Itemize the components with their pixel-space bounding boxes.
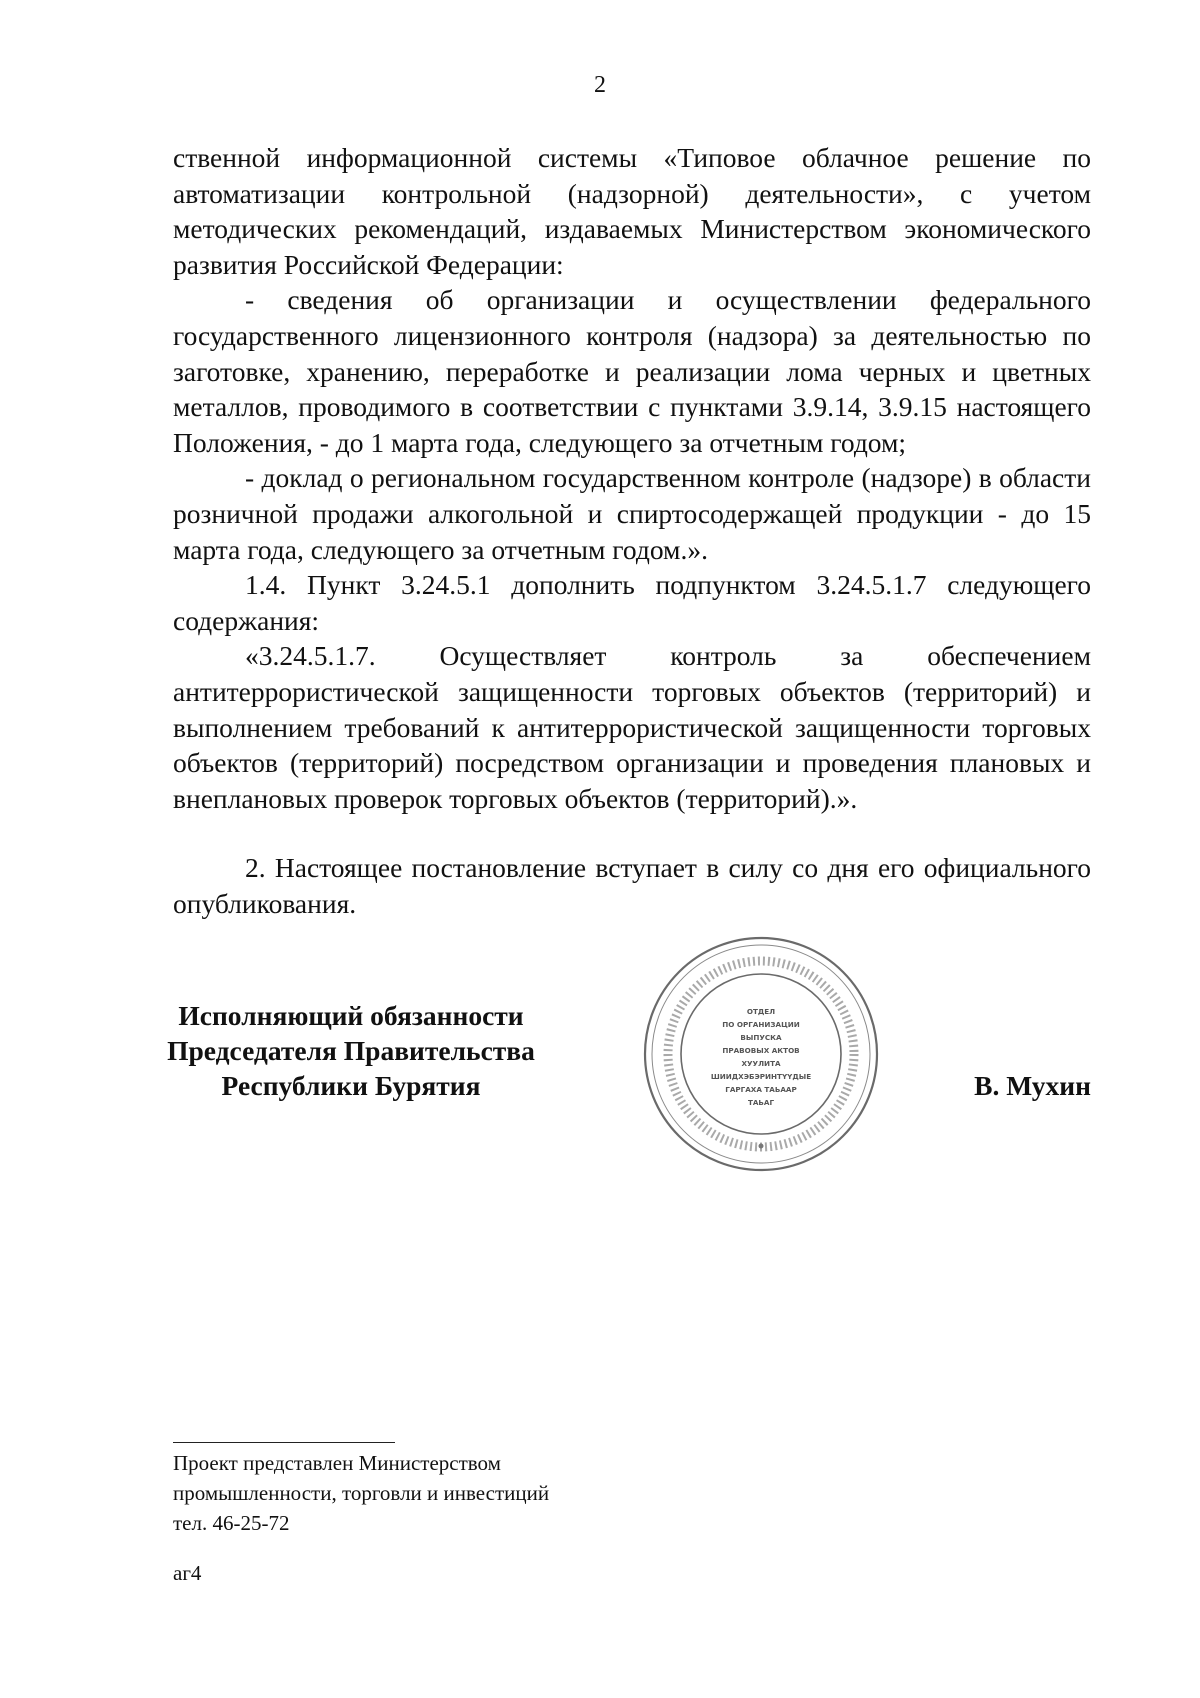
paragraph: 2. Настоящее постановление вступает в силу со дня его официального опубликования. bbox=[173, 852, 1091, 919]
footnote-line: Проект представлен Министерством bbox=[173, 1451, 501, 1475]
footnote bbox=[173, 1448, 693, 1538]
signatory-title-line: Исполняющий обязанности bbox=[178, 1000, 524, 1031]
official-seal bbox=[641, 934, 881, 1174]
paragraph: ственной информационной системы «Типовое облачное решение по автоматизации контрольной (надзорной) деятельности», с учетом методических рекомендаций, издаваемых Министерством экономического развития Российской Федерации: bbox=[173, 142, 1091, 280]
seal-text-line: ПО ОРГАНИЗАЦИИ bbox=[722, 1020, 800, 1029]
paragraph: - доклад о региональном государственном контроле (надзоре) в области розничной продажи алкогольной и спиртосодержащей продукции - до 15 марта года, следующего за отчетным годом.». bbox=[173, 462, 1091, 565]
document-code: аг4 bbox=[173, 1561, 202, 1585]
footnote-divider bbox=[173, 1442, 395, 1443]
seal-text-line: ПРАВОВЫХ АКТОВ bbox=[722, 1046, 800, 1055]
footnote-line: промышленности, торговли и инвестиций bbox=[173, 1481, 550, 1505]
page-number: 2 bbox=[594, 72, 606, 98]
signatory-name: В. Мухин bbox=[974, 1070, 1091, 1101]
paragraph: «3.24.5.1.7. Осуществляет контроль за обеспечением антитеррористической защищенности торговых объектов (территорий) и выполнением требований к антитеррористической защищенности торговых объектов (территорий) посредством организации и проведения плановых и внеплановых проверок торговых объектов (территорий).». bbox=[173, 640, 1091, 814]
paragraph: 1.4. Пункт 3.24.5.1 дополнить подпунктом 3.24.5.1.7 следующего содержания: bbox=[173, 569, 1091, 636]
paragraph: - сведения об организации и осуществлении федерального государственного лицензионного контроля (надзора) за деятельностью по заготовке, хранению, переработке и реализации лома черных и цветных металлов, проводимого в соответствии с пунктами 3.9.14, 3.9.15 настоящего Положения, - до 1 марта года, следующего за отчетным годом; bbox=[173, 284, 1091, 458]
seal-text-line: ОТДЕЛ bbox=[746, 1007, 776, 1016]
seal-text-line: ХУУЛИТА bbox=[741, 1059, 781, 1068]
footnote-line: тел. 46-25-72 bbox=[173, 1511, 290, 1535]
signatory-title-line: Республики Бурятия bbox=[221, 1070, 481, 1101]
seal-text-line: ТАЬАГ bbox=[747, 1098, 775, 1107]
seal-text-line: ГАРГАХА ТАЬААР bbox=[725, 1085, 797, 1094]
seal-text-line: ВЫПУСКА bbox=[740, 1033, 782, 1042]
document-body bbox=[173, 140, 1091, 921]
signatory-title-line: Председателя Правительства bbox=[167, 1035, 535, 1066]
signatory-title bbox=[158, 998, 544, 1103]
seal-text-line: ШИИДХЭБЭРИНТҮҮДЫЕ bbox=[710, 1072, 812, 1081]
